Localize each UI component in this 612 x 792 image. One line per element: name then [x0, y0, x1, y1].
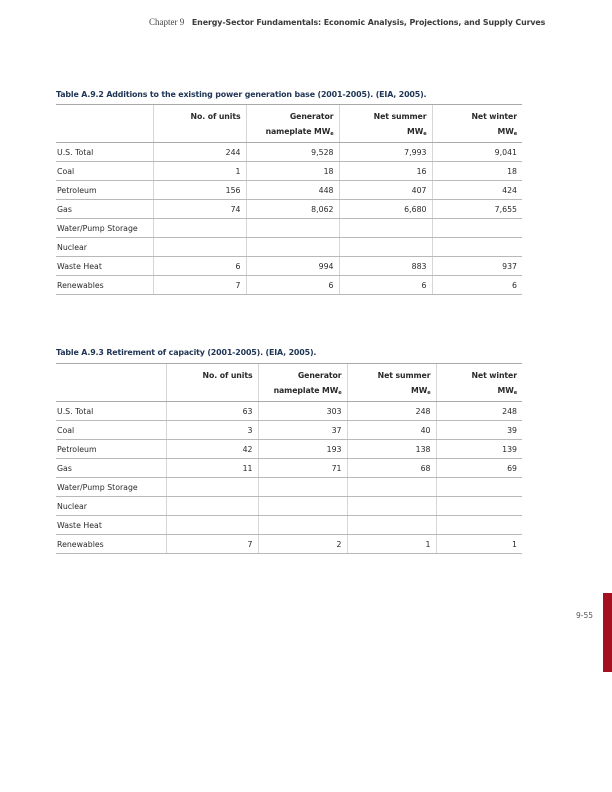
cell-winter: 69	[436, 459, 522, 478]
cell-units: 156	[153, 181, 246, 200]
cell-units: 244	[153, 143, 246, 162]
cell-summer: 407	[339, 181, 432, 200]
table-additions	[56, 104, 522, 295]
column-header-units: No. of units	[166, 364, 258, 402]
cell-summer: 68	[347, 459, 436, 478]
cell-nameplate: 71	[258, 459, 347, 478]
cell-winter	[436, 516, 522, 535]
row-label: Gas	[56, 459, 166, 478]
cell-summer	[347, 478, 436, 497]
cell-summer	[347, 497, 436, 516]
cell-nameplate: 9,528	[246, 143, 339, 162]
column-header-summer: Net summer $MW_e$	[347, 364, 436, 402]
cell-nameplate: 8,062	[246, 200, 339, 219]
row-label: Coal	[56, 162, 153, 181]
cell-winter: 1	[436, 535, 522, 554]
cell-nameplate: 448	[246, 181, 339, 200]
cell-winter: 6	[432, 276, 522, 295]
row-label: Nuclear	[56, 497, 166, 516]
cell-nameplate: 37	[258, 421, 347, 440]
cell-summer: 16	[339, 162, 432, 181]
cell-units: 42	[166, 440, 258, 459]
table-row	[56, 143, 522, 162]
row-label: Coal	[56, 421, 166, 440]
column-header-source	[56, 105, 153, 143]
cell-nameplate	[246, 219, 339, 238]
row-label: Petroleum	[56, 181, 153, 200]
table-row	[56, 535, 522, 554]
cell-winter: 937	[432, 257, 522, 276]
cell-summer: 6	[339, 276, 432, 295]
row-label: Renewables	[56, 535, 166, 554]
cell-nameplate: 193	[258, 440, 347, 459]
cell-summer: 6,680	[339, 200, 432, 219]
cell-winter	[436, 478, 522, 497]
cell-units	[153, 219, 246, 238]
cell-units	[166, 497, 258, 516]
table-row	[56, 497, 522, 516]
cell-summer	[339, 238, 432, 257]
cell-winter: 39	[436, 421, 522, 440]
chapter-title: Energy-Sector Fundamentals: Economic Analysis, Projections, and Supply Curves	[191, 18, 546, 27]
row-label: Water/Pump Storage	[56, 478, 166, 497]
cell-nameplate: 994	[246, 257, 339, 276]
cell-units: 6	[153, 257, 246, 276]
column-header-nameplate: Generator nameplate $MW_e$	[246, 105, 339, 143]
cell-summer: 138	[347, 440, 436, 459]
cell-nameplate: 6	[246, 276, 339, 295]
cell-units	[153, 238, 246, 257]
cell-summer: 248	[347, 402, 436, 421]
table-row	[56, 440, 522, 459]
row-label: Water/Pump Storage	[56, 219, 153, 238]
row-label: Gas	[56, 200, 153, 219]
cell-winter: 18	[432, 162, 522, 181]
running-head	[149, 17, 545, 27]
cell-units: 74	[153, 200, 246, 219]
table-row	[56, 257, 522, 276]
cell-summer: 40	[347, 421, 436, 440]
row-label: U.S. Total	[56, 143, 153, 162]
table-row	[56, 478, 522, 497]
cell-winter	[432, 238, 522, 257]
row-label: Waste Heat	[56, 516, 166, 535]
table-caption-retirements: Table A.9.3 Retirement of capacity (2001-2005). (EIA, 2005).	[56, 348, 317, 357]
cell-winter: 424	[432, 181, 522, 200]
cell-nameplate	[258, 516, 347, 535]
column-header-summer: Net summer $MW_e$	[339, 105, 432, 143]
table-row	[56, 459, 522, 478]
cell-nameplate: 2	[258, 535, 347, 554]
table-row	[56, 219, 522, 238]
table-caption-additions: Table A.9.2 Additions to the existing power generation base (2001-2005). (EIA, 2005).	[56, 90, 427, 99]
cell-nameplate: 303	[258, 402, 347, 421]
row-label: Nuclear	[56, 238, 153, 257]
cell-summer: 1	[347, 535, 436, 554]
cell-units: 7	[153, 276, 246, 295]
table-retirements	[56, 363, 522, 554]
row-label: U.S. Total	[56, 402, 166, 421]
chapter-label: Chapter 9	[149, 17, 185, 27]
table-row	[56, 162, 522, 181]
cell-units	[166, 478, 258, 497]
cell-units: 63	[166, 402, 258, 421]
table-row	[56, 421, 522, 440]
cell-summer	[347, 516, 436, 535]
cell-nameplate	[258, 478, 347, 497]
cell-nameplate	[258, 497, 347, 516]
page-number: 9-55	[576, 611, 594, 620]
cell-winter	[432, 219, 522, 238]
column-header-source	[56, 364, 166, 402]
column-header-winter: Net winter $MW_e$	[436, 364, 522, 402]
cell-units: 11	[166, 459, 258, 478]
cell-units: 7	[166, 535, 258, 554]
cell-nameplate: 18	[246, 162, 339, 181]
cell-summer	[339, 219, 432, 238]
cell-summer: 883	[339, 257, 432, 276]
column-header-units: No. of units	[153, 105, 246, 143]
cell-summer: 7,993	[339, 143, 432, 162]
cell-winter	[436, 497, 522, 516]
cell-winter: 9,041	[432, 143, 522, 162]
cell-nameplate	[246, 238, 339, 257]
column-header-nameplate: Generator nameplate $MW_e$	[258, 364, 347, 402]
column-header-winter: Net winter $MW_e$	[432, 105, 522, 143]
table-row	[56, 181, 522, 200]
cell-units: 1	[153, 162, 246, 181]
row-label: Petroleum	[56, 440, 166, 459]
cell-units	[166, 516, 258, 535]
row-label: Renewables	[56, 276, 153, 295]
row-label: Waste Heat	[56, 257, 153, 276]
table-row	[56, 200, 522, 219]
cell-winter: 248	[436, 402, 522, 421]
table-row	[56, 516, 522, 535]
table-row	[56, 238, 522, 257]
cell-units: 3	[166, 421, 258, 440]
table-row	[56, 276, 522, 295]
cell-winter: 139	[436, 440, 522, 459]
cell-winter: 7,655	[432, 200, 522, 219]
chapter-tab-marker	[603, 593, 612, 672]
table-row	[56, 402, 522, 421]
